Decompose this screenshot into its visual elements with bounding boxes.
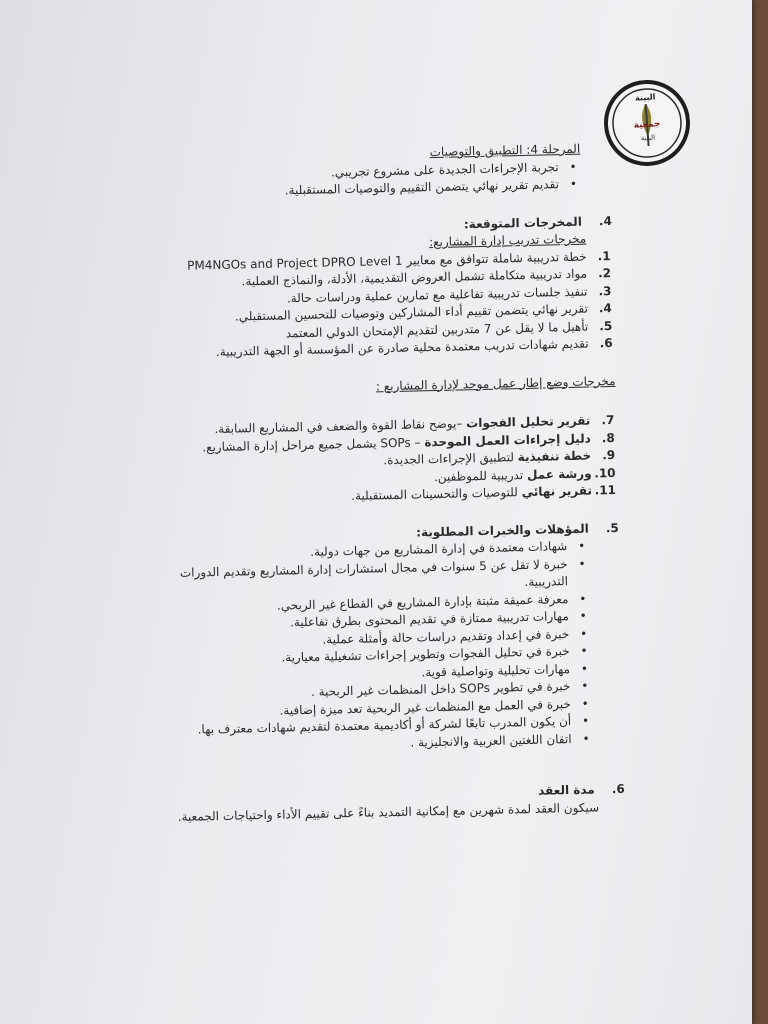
logo-mid-text: جمعية bbox=[633, 119, 661, 131]
list-item: • شهادات معتمدة في إدارة المشاريع من جهات دولية. bbox=[139, 538, 567, 565]
section-number: 6. bbox=[611, 781, 625, 797]
framework-subheading: مخرجات وضع إطار عمل موحد لإدارة المشاريع : bbox=[375, 373, 616, 393]
list-item: • أن يكون المدرب تابعًا لشركة أو أكاديمية معتمدة لتقديم شهادات معترف بها. bbox=[143, 713, 571, 740]
document-body bbox=[130, 140, 625, 827]
logo-sub-text: البينة bbox=[640, 133, 656, 143]
section-title: مدة العقد bbox=[537, 782, 595, 798]
section-title: المخرجات المتوقعة: bbox=[463, 214, 582, 231]
list-item: • مهارات تحليلية وتواصلية قوية. bbox=[142, 661, 570, 688]
list-item: • تجربة الإجراءات الجديدة على مشروع تجريبي. bbox=[131, 159, 559, 186]
list-item: • معرفة عميقة مثبتة بإدارة المشاريع في القطاع غير الربحي. bbox=[140, 591, 568, 618]
list-item: • اتقان اللغتين العربية والانجليزية . bbox=[143, 731, 571, 758]
section-title: المؤهلات والخبرات المطلوبة: bbox=[416, 521, 589, 539]
phase4-title: المرحلة 4: التطبيق والتوصيات bbox=[429, 141, 581, 160]
list-item: 9. خطة تنفيذية لتطبيق الإجراءات الجديدة. bbox=[383, 447, 616, 468]
list-item: 1. خطة تدريبية شاملة تتوافق مع معايير PM4NGOs and Project DPRO Level 1 bbox=[186, 248, 611, 273]
list-item: 8. دليل إجراءات العمل الموحدة – SOPs يشمل جميع مراحل إدارة المشاريع. bbox=[202, 430, 615, 454]
section-number: 5. bbox=[605, 520, 619, 535]
list-item: • خبرة لا تقل عن 5 سنوات في مجال استشارات إدارة المشاريع وتقديم الدورات التدريبية. bbox=[140, 556, 569, 601]
list-item: • خبرة في تحليل الفجوات وتطوير إجراءات تشغيلية معيارية. bbox=[142, 643, 570, 670]
list-item: 6. تقديم شهادات تدريب معتمدة محلية صادرة عن المؤسسة أو الجهة التدريبية. bbox=[215, 335, 613, 359]
list-item: • خبرة في تطوير SOPs داخل المنظمات غير الربحية . bbox=[142, 678, 570, 705]
training-subheading: مخرجات تدريب إدارة المشاريع: bbox=[428, 231, 587, 250]
framework-outputs-list bbox=[136, 412, 618, 510]
list-item: 4. تقرير نهائي يتضمن تقييم أداء المشاركين وتوصيات للتحسين المستقبلي. bbox=[234, 301, 612, 324]
list-item: 7. تقرير تحليل الفجوات –يوضح نقاط القوة والضعف في المشاريع السابقة. bbox=[214, 412, 615, 437]
contract-duration-text: سيكون العقد لمدة شهرين مع إمكانية التمديد بناءً على تقييم الأداء واحتياجات الجمعية. bbox=[177, 799, 600, 824]
list-item: 10. ورشة عمل تدريبية للموظفين. bbox=[433, 465, 616, 484]
list-item: 3. تنفيذ جلسات تدريبية تفاعلية مع تمارين عملية ودراسات حالة. bbox=[286, 283, 612, 305]
logo-top-text: البينة bbox=[634, 92, 656, 103]
list-item: • مهارات تدريبية ممتازة في تقديم المحتوى بطرق تفاعلية. bbox=[141, 608, 569, 635]
training-outputs-list bbox=[133, 247, 615, 363]
list-item: • خبرة في العمل مع المنظمات غير الربحية تعد ميزة إضافية. bbox=[143, 696, 571, 723]
list-item: • تقديم تقرير نهائي يتضمن التقييم والتوصيات المستقبلية. bbox=[131, 176, 559, 203]
qualifications-list bbox=[139, 538, 594, 758]
organization-logo bbox=[601, 77, 693, 169]
list-item: 11. تقرير نهائي للتوصيات والتحسينات المستقبلية. bbox=[351, 482, 617, 503]
list-item: • خبرة في إعداد وتقديم دراسات حالة وأمثلة عملية. bbox=[141, 626, 569, 653]
section-number: 4. bbox=[598, 213, 612, 228]
list-item: 2. مواد تدريبية متكاملة تشمل العروض التقديمية، الأدلة، والنماذج العملية. bbox=[241, 266, 612, 289]
list-item: 5. تأهيل ما لا يقل عن 7 متدربين لتقديم الإمتحان الدولي المعتمد bbox=[285, 318, 613, 340]
